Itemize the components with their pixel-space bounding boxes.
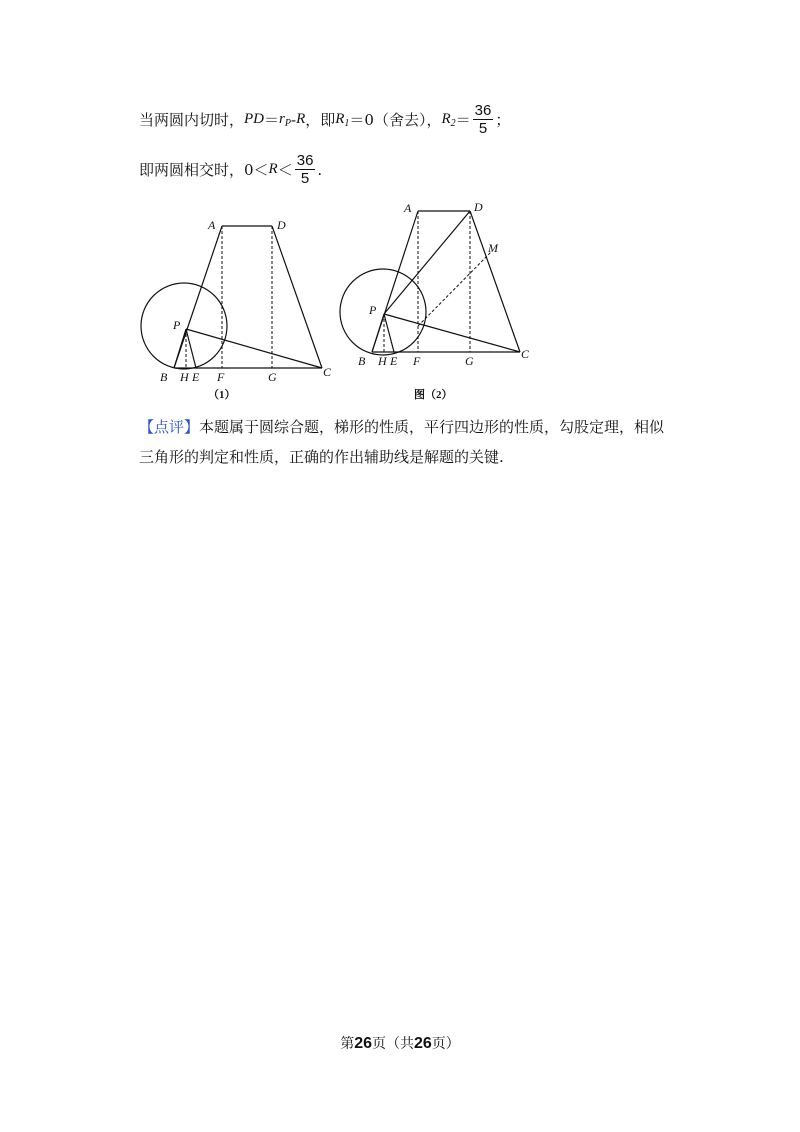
label-g: G <box>268 370 277 384</box>
footer-total-pages: 26 <box>414 1035 432 1052</box>
segment-ab <box>174 226 222 368</box>
math-var <box>335 111 349 129</box>
math-subscript: 2 <box>450 117 456 129</box>
segment-dc <box>272 226 322 368</box>
label-a: A <box>208 218 216 232</box>
segment-pb <box>174 329 186 368</box>
figure-1-caption: （1） <box>208 389 236 401</box>
label-m: M <box>488 241 498 255</box>
solution-line-internal-tangent <box>139 102 510 137</box>
segment-pe <box>186 329 196 368</box>
solution-line-intersect <box>139 152 322 187</box>
footer-suffix: 页） <box>431 1036 460 1052</box>
math-var: R <box>296 111 306 127</box>
label-p: P <box>173 318 181 332</box>
circle-p <box>141 283 227 369</box>
comment-paragraph <box>139 412 679 472</box>
figure-2-trapezoid <box>338 196 538 406</box>
label-b: B <box>358 354 366 368</box>
figure-2-caption: 图（2） <box>414 389 453 401</box>
label-p: P <box>369 303 377 317</box>
label-e: E <box>390 354 398 368</box>
text-segment: 当两圆内切时， <box>139 111 245 129</box>
segment-pb <box>372 314 384 352</box>
comment-body: 本题属于圆综合题，梯形的性质，平行四边形的性质，勾股定理，相似三角形的判定和性质，正确的作出辅助线是解题的关键. <box>139 418 665 466</box>
label-g: G <box>465 354 474 368</box>
text-segment: . <box>317 160 323 179</box>
footer-page-number: 26 <box>354 1035 372 1052</box>
fraction-denominator: 5 <box>478 120 488 137</box>
fraction-numerator: 36 <box>474 102 492 119</box>
label-f: F <box>217 370 225 384</box>
label-b: B <box>160 370 168 384</box>
label-c: C <box>521 347 530 361</box>
segment-dc <box>470 211 520 352</box>
comment-label: 【点评】 <box>139 418 200 436</box>
math-var <box>279 111 291 129</box>
math-op: - <box>290 110 297 129</box>
text-segment: ，即 <box>305 111 336 129</box>
fraction <box>295 152 316 187</box>
fraction-numerator: 36 <box>296 152 314 169</box>
math-var: PD <box>244 111 265 127</box>
footer-mid: 页（共 <box>372 1036 414 1052</box>
figure-1-trapezoid <box>140 214 340 406</box>
text-segment: ＝0（舍去）， <box>349 111 442 129</box>
math-op: ＜ <box>277 161 293 179</box>
math-var <box>441 111 455 129</box>
math-var-base: R <box>441 110 451 127</box>
text-segment: ； <box>495 111 511 129</box>
footer-prefix: 第 <box>340 1036 355 1052</box>
dashed-em <box>418 251 492 326</box>
page-footer <box>0 1033 800 1053</box>
math-var-base: r <box>279 110 285 127</box>
label-h: H <box>378 354 387 368</box>
label-d: D <box>277 218 286 232</box>
text-segment: 即两圆相交时，0＜ <box>139 161 269 179</box>
label-e: E <box>192 370 200 384</box>
fraction-denominator: 5 <box>300 170 310 187</box>
label-f: F <box>413 354 421 368</box>
segment-pd <box>384 211 470 314</box>
label-d: D <box>474 200 483 214</box>
math-var-base: R <box>335 110 345 127</box>
math-op: ＝ <box>455 111 471 129</box>
label-a: A <box>404 201 412 215</box>
fraction <box>473 102 494 137</box>
segment-pe <box>384 314 394 352</box>
segment-pc <box>384 314 520 352</box>
circle-p <box>340 269 426 355</box>
math-subscript: 1 <box>344 117 350 129</box>
math-op: ＝ <box>264 111 280 129</box>
math-var: R <box>268 161 278 177</box>
label-h: H <box>180 370 189 384</box>
label-c: C <box>323 365 332 379</box>
math-subscript: P <box>284 117 291 129</box>
